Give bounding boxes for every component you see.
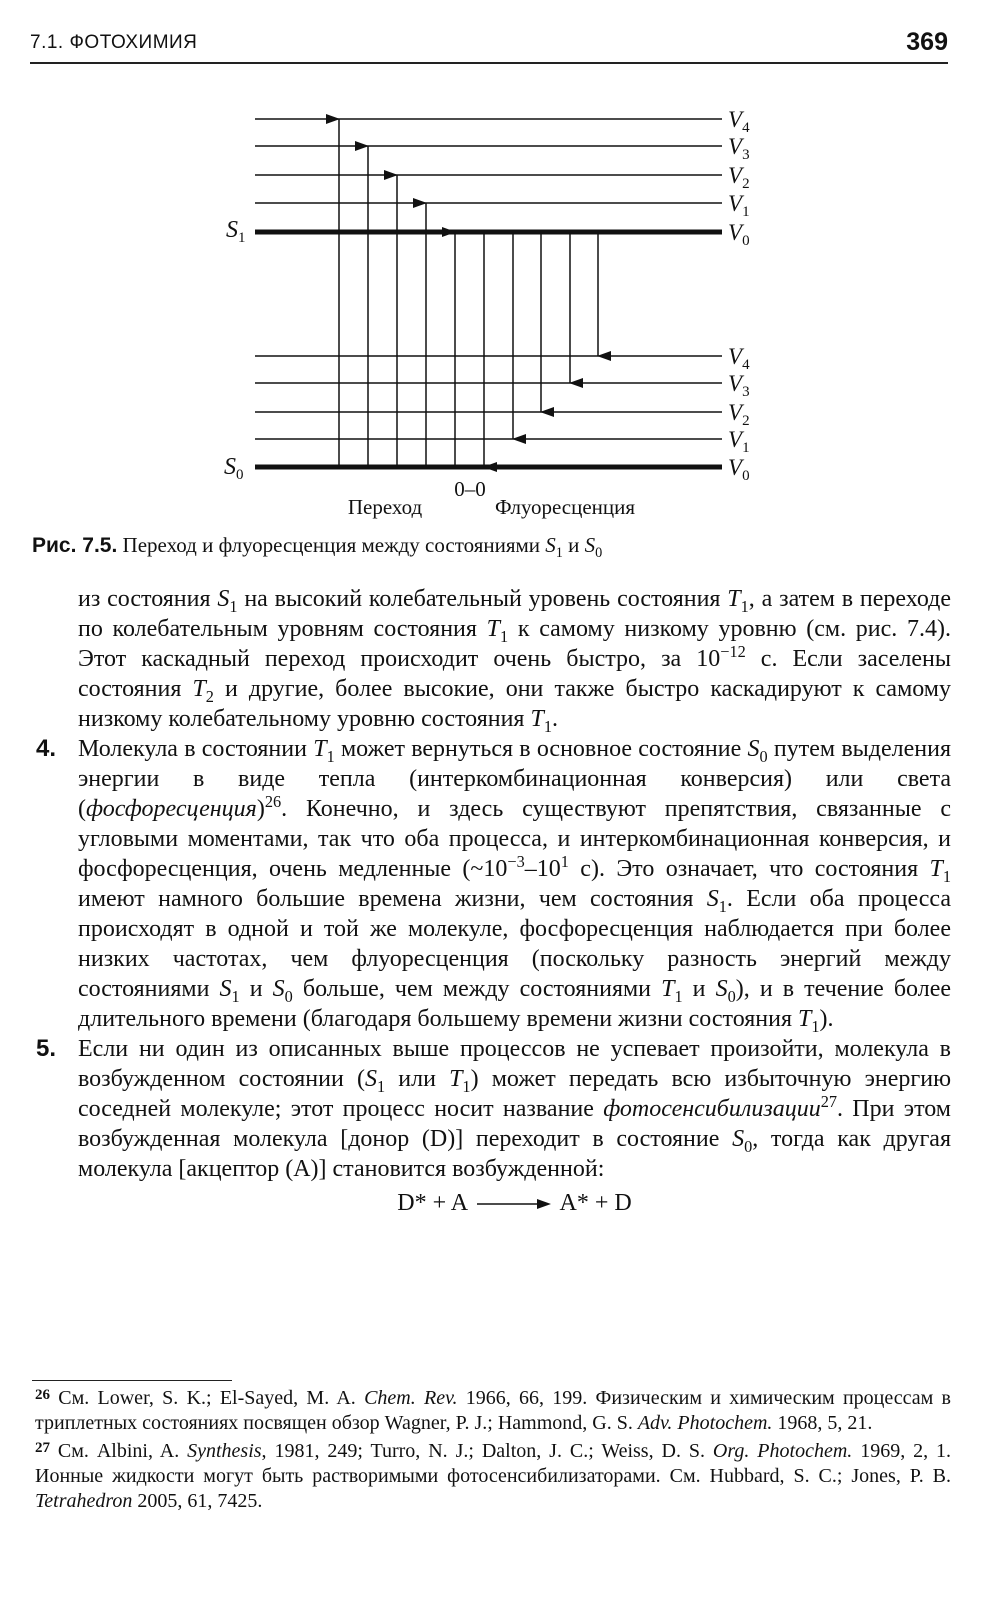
lower-level-label: $V_0$ bbox=[728, 455, 750, 484]
transition-label: Переход bbox=[347, 495, 423, 519]
upper-level-label: $V_1$ bbox=[728, 191, 750, 220]
running-head bbox=[30, 30, 948, 64]
figure-label: Рис. 7.5. bbox=[32, 534, 118, 557]
section-title: 7.1. ФОТОХИМИЯ bbox=[30, 32, 198, 53]
lower-level-label: $V_2$ bbox=[728, 400, 750, 429]
energy-level-diagram bbox=[0, 90, 1006, 520]
fluorescence-label: Флуоресценция bbox=[494, 495, 636, 519]
body-text bbox=[36, 584, 952, 1218]
list-number: 5. bbox=[36, 1035, 57, 1062]
reaction-arrow-icon bbox=[473, 1197, 555, 1211]
lower-level-label: $V_3$ bbox=[728, 371, 750, 400]
list-item: 4. Молекула в состоянии $T_1$ может вернуться в основное состояние $S_0$ путем выделения энергии в виде тепла (интеркомбинационная конверсия) или света (фосфоресценция)$^{26}$. Конечно, и здесь существуют препятствия, связанные с угловыми моментами, так что оба процесса, и интеркомбинационная конверсия, и фосфоресценция, очень медленные ($\sim 10^{-3}-10^1$ с). Это означает, что состояния $T_1$ имеют намного большие времена жизни, чем состояния $S_1$. Если оба процесса происходят в одной и той же молекуле, фосфоресценция наблюдается при более низких частотах, чем флуоресценция (поскольку разность энергий между состояниями $S_1$ и $S_0$ больше, чем между состояниями $T_1$ и $S_0$), и в течение более длительного времени (благодаря большему времени жизни состояния $T_1$). bbox=[36, 735, 952, 1036]
footnote-ref: 27 bbox=[820, 1092, 838, 1111]
upper-level-label: $V_0$ bbox=[728, 220, 750, 249]
s0-state-label: $S_0$ bbox=[224, 454, 244, 483]
footnote-ref: 26 bbox=[264, 792, 282, 811]
continuation-paragraph: из состояния $S_1$ на высокий колебательный уровень состояния $T_1$, а затем в переходе по колебательным уровням состояния $T_1$ к самому низкому уровню (см. рис. 7.4). Этот каскадный переход происходит очень быстро, за $10^{-12}$ с. Если заселены состояния $T_2$ и другие, более высокие, они также быстро каскадируют к самому низкому колебательному уровню состояния $T_1$. bbox=[78, 586, 952, 736]
s1-vibrational-levels bbox=[255, 107, 750, 249]
footnotes bbox=[35, 1386, 951, 1517]
upper-level-label: $V_4$ bbox=[728, 107, 750, 136]
lower-level-label: $V_4$ bbox=[728, 344, 750, 373]
fluorescence-arrows bbox=[484, 232, 598, 467]
list-number: 4. bbox=[36, 735, 57, 762]
equation-right: A* + D bbox=[559, 1190, 632, 1216]
caption-text: Переход и флуоресценция между состояниями bbox=[122, 533, 541, 557]
s1-state-label: $S_1$ bbox=[226, 217, 246, 246]
list-item: 5. Если ни один из описанных выше процессов не успевает произойти, молекула в возбужденном состоянии ($S_1$ или $T_1$) может передать всю избыточную энергию соседней молекуле; этот процесс носит название фотосенсибилизации$^{27}$. При этом возбужденная молекула [донор (D)] переходит в состояние $S_0$, тогда как другая молекула [акцептор (А)] становится возбужденной: bbox=[36, 1035, 952, 1182]
absorption-arrows bbox=[339, 119, 455, 467]
s0-vibrational-levels bbox=[255, 344, 750, 484]
footnote-26: $^{26}$ См. Lower, S. K.; El-Sayed, M. A. Chem. Rev. 1966, 66, 199. Физическим и химическим процессам в триплетных состояниях посвящен обзор Wagner, P. J.; Hammond, G. S. Adv. Photochem. 1968, 5, 21. bbox=[35, 1387, 951, 1434]
upper-level-label: $V_3$ bbox=[728, 134, 750, 163]
footnote-rule bbox=[32, 1380, 232, 1381]
equation-left: D* + A bbox=[397, 1190, 467, 1216]
footnote-27: $^{27}$ См. Albini, A. Synthesis, 1981, 249; Turro, N. J.; Dalton, J. C.; Weiss, D. S. Org. Photochem. 1969, 2, 1. Ионные жидкости могут быть растворимыми фотосенсибилизаторами. См. Hubbard, S. C.; Jones, P. B. Tetrahedron 2005, 61, 7425. bbox=[35, 1440, 952, 1512]
figure-caption: Рис. 7.5. Переход и флуоресценция между состояниями $S_1$ и $S_0$ bbox=[32, 533, 603, 562]
reaction-equation bbox=[78, 1188, 951, 1218]
page-number: 369 bbox=[906, 28, 948, 56]
zero-zero-label: 0–0 bbox=[454, 477, 486, 501]
upper-level-label: $V_2$ bbox=[728, 163, 750, 192]
lower-level-label: $V_1$ bbox=[728, 427, 750, 456]
